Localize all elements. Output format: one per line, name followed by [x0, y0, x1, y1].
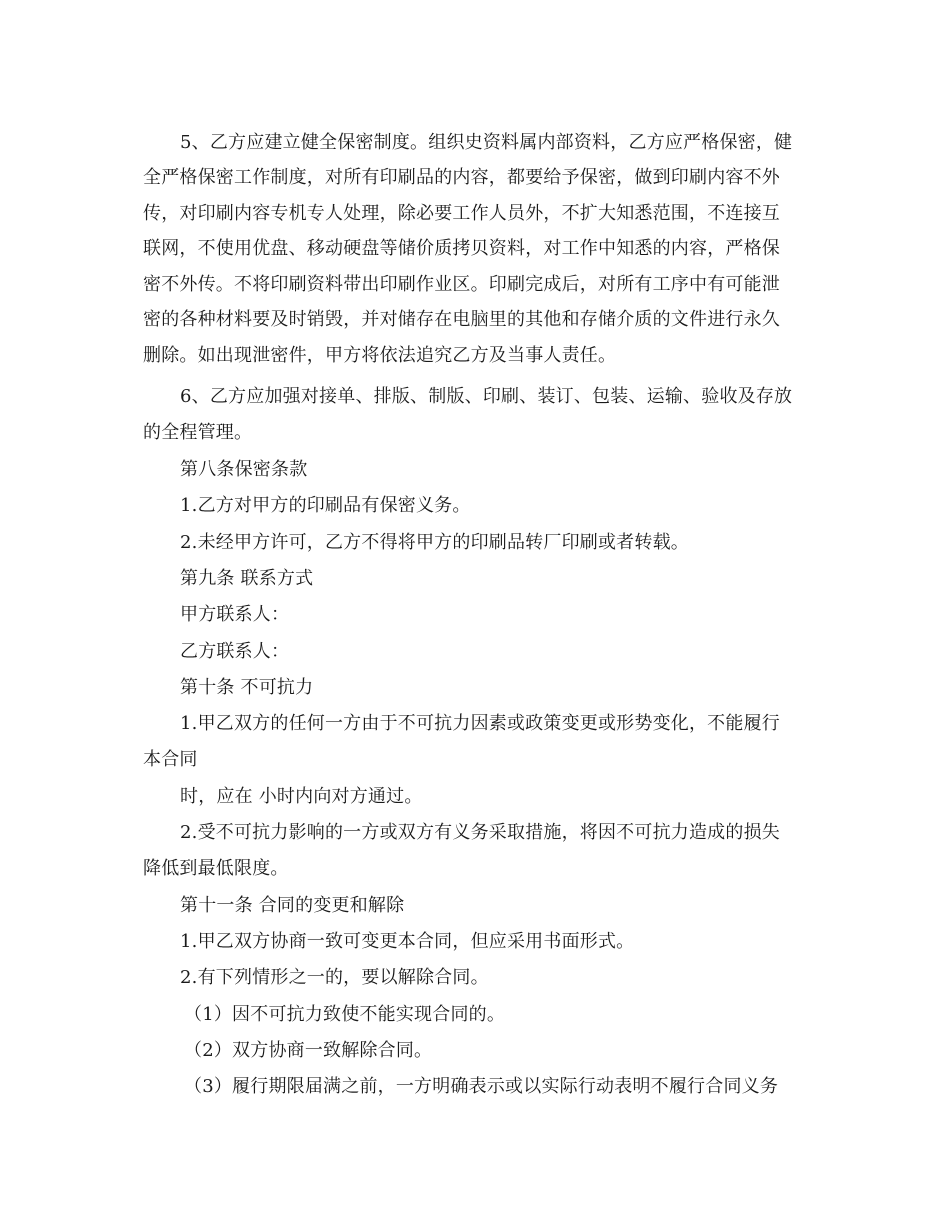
- article-10-item-2-line-1: 2.受不可抗力影响的一方或双方有义务采取措施，将因不可抗力造成的损失: [180, 822, 780, 843]
- clause-6-line-2: 的全程管理。: [143, 422, 253, 443]
- article-9-heading: 第九条 联系方式: [180, 568, 314, 589]
- article-11-sub-item-3: （3）履行期限届满之前，一方明确表示或以实际行动表明不履行合同义务: [184, 1076, 779, 1097]
- clause-5-line-2: 全严格保密工作制度，对所有印刷品的内容，都要给予保密，做到印刷内容不外: [143, 167, 780, 188]
- party-a-contact: 甲方联系人：: [180, 604, 290, 625]
- clause-5-line-3: 传，对印刷内容专机专人处理，除必要工作人员外，不扩大知悉范围，不连接互: [143, 203, 780, 224]
- clause-6-line-1: 6、乙方应加强对接单、排版、制版、印刷、装订、包装、运输、验收及存放: [180, 386, 793, 407]
- article-11-item-1: 1.甲乙双方协商一致可变更本合同，但应采用书面形式。: [180, 931, 635, 952]
- article-10-item-1-line-1: 1.甲乙双方的任何一方由于不可抗力因素或政策变更或形势变化，不能履行: [180, 713, 780, 734]
- clause-5-line-5: 密不外传。不将印刷资料带出印刷作业区。印刷完成后，对所有工序中有可能泄: [143, 274, 780, 295]
- clause-5-line-7: 删除。如出现泄密件，甲方将依法追究乙方及当事人责任。: [143, 345, 617, 366]
- clause-5-line-4: 联网，不使用优盘、移动硬盘等储价质拷贝资料，对工作中知悉的内容，严格保: [143, 238, 780, 259]
- article-11-heading: 第十一条 合同的变更和解除: [180, 895, 405, 916]
- article-8-item-1: 1.乙方对甲方的印刷品有保密义务。: [180, 495, 471, 516]
- article-11-item-2: 2.有下列情形之一的，要以解除合同。: [180, 967, 489, 988]
- article-10-item-1-line-3: 时，应在 小时内向对方通过。: [180, 786, 423, 807]
- article-10-heading: 第十条 不可抗力: [180, 677, 314, 698]
- article-8-item-2: 2.未经甲方许可，乙方不得将甲方的印刷品转厂印刷或者转载。: [180, 532, 689, 553]
- party-b-contact: 乙方联系人：: [180, 641, 290, 662]
- clause-5-line-1: 5、乙方应建立健全保密制度。组织史资料属内部资料，乙方应严格保密，健: [180, 132, 793, 153]
- clause-5-line-6: 密的各种材料要及时销毁，并对储存在电脑里的其他和存储介质的文件进行永久: [143, 309, 780, 330]
- article-8-heading: 第八条保密条款: [180, 459, 308, 480]
- article-11-sub-item-2: （2）双方协商一致解除合同。: [184, 1040, 433, 1061]
- article-11-sub-item-1: （1）因不可抗力致使不能实现合同的。: [184, 1004, 506, 1025]
- article-10-item-2-line-2: 降低到最低限度。: [143, 858, 289, 879]
- article-10-item-1-line-2: 本合同: [143, 749, 198, 770]
